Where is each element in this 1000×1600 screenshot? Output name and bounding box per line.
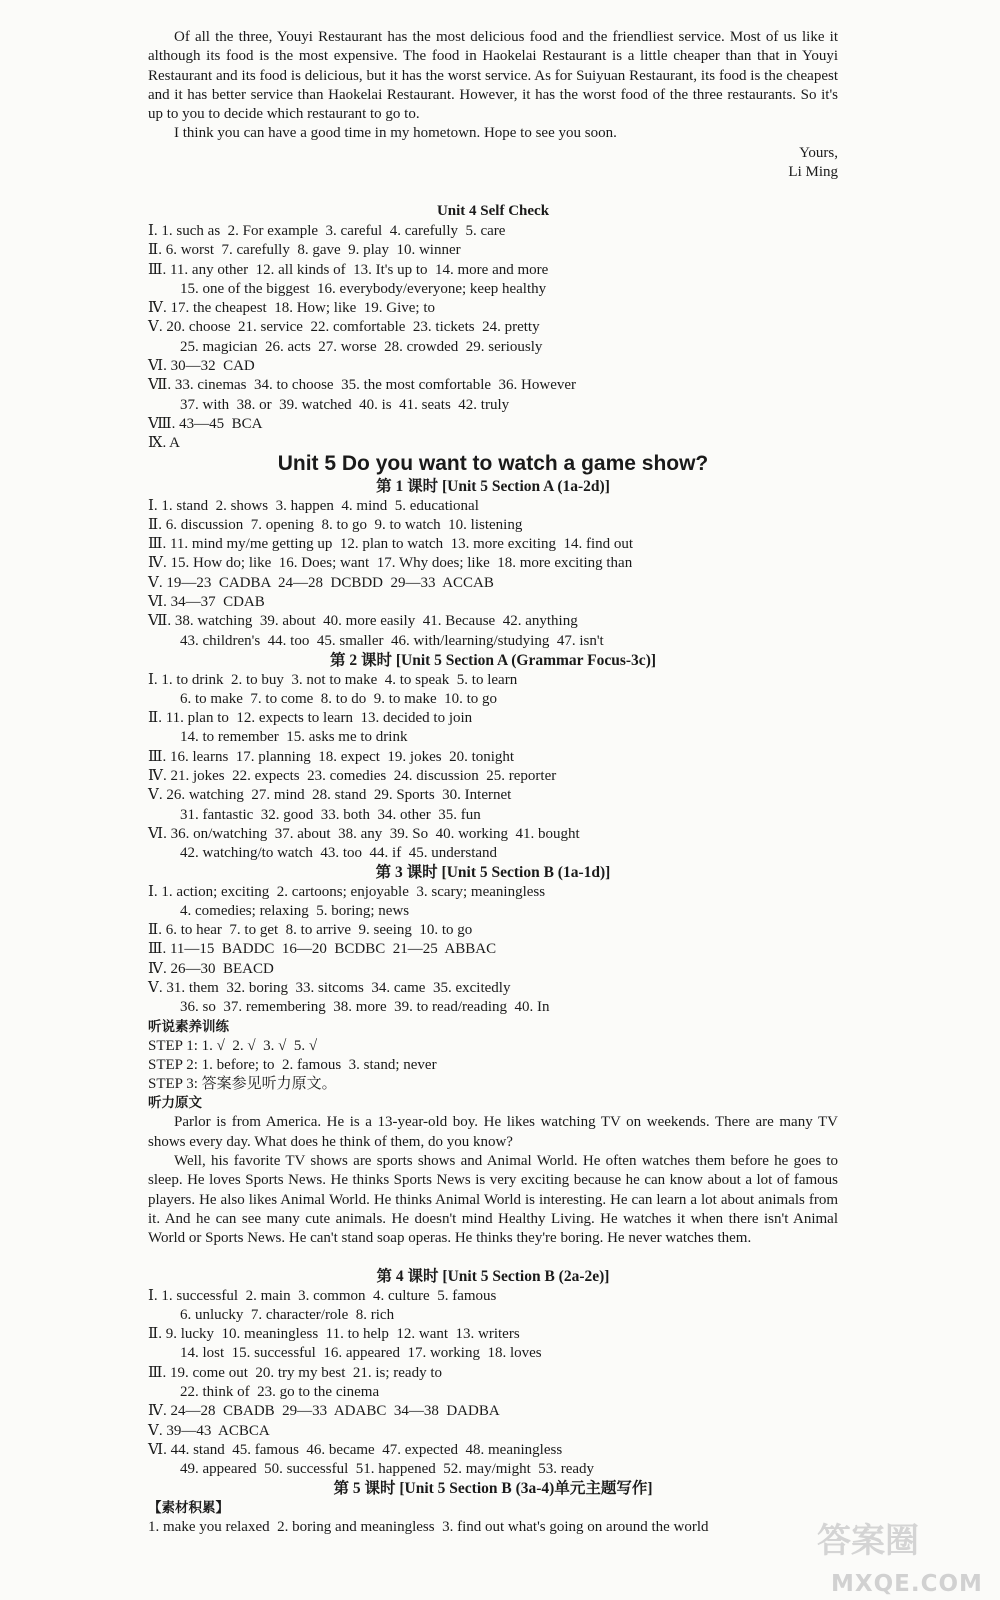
answer-line: Ⅳ. 15. How do; like 16. Does; want 17. Why does; like 18. more exciting than bbox=[148, 555, 633, 572]
lesson-4 bbox=[148, 1267, 838, 1479]
step-line: STEP 1: 1. √ 2. √ 3. √ 5. √ bbox=[148, 1037, 318, 1054]
lesson-title: 第 4 课时 [Unit 5 Section B (2a-2e)] bbox=[376, 1268, 610, 1285]
answer-line: 6. to make 7. to come 8. to do 9. to make 10. to go bbox=[180, 690, 498, 707]
lesson-title: 第 2 课时 [Unit 5 Section A (Grammar Focus-3c)] bbox=[329, 652, 657, 669]
listening-training-title: 听说素养训练 bbox=[148, 1018, 229, 1035]
lesson-title: 第 1 课时 [Unit 5 Section A (1a-2d)] bbox=[376, 478, 610, 495]
answer-line: Ⅱ. 6. to hear 7. to get 8. to arrive 9. seeing 10. to go bbox=[148, 922, 473, 939]
answer-line: 6. unlucky 7. character/role 8. rich bbox=[180, 1306, 395, 1323]
answer-line: 15. one of the biggest 16. everybody/everyone; keep healthy bbox=[180, 280, 547, 297]
answer-line: Ⅰ. 1. stand 2. shows 3. happen 4. mind 5. educational bbox=[148, 497, 479, 514]
step-line: STEP 2: 1. before; to 2. famous 3. stand; never bbox=[148, 1056, 437, 1073]
answer-line: Ⅲ. 11. any other 12. all kinds of 13. It's up to 14. more and more bbox=[148, 261, 549, 278]
answer-line: Ⅲ. 11. mind my/me getting up 12. plan to watch 13. more exciting 14. find out bbox=[148, 536, 634, 553]
answer-line: Ⅱ. 6. worst 7. carefully 8. gave 9. play 10. winner bbox=[148, 242, 461, 259]
answer-line: 22. think of 23. go to the cinema bbox=[180, 1383, 380, 1400]
answer-line: 4. comedies; relaxing 5. boring; news bbox=[180, 902, 410, 919]
answer-line: Ⅳ. 26—30 BEACD bbox=[148, 960, 274, 977]
lesson-1 bbox=[148, 477, 838, 651]
answer-line: Ⅷ. 43—45 BCA bbox=[148, 415, 263, 432]
answer-line: Ⅴ. 20. choose 21. service 22. comfortable 23. tickets 24. pretty bbox=[148, 319, 540, 336]
answer-line: Ⅶ. 33. cinemas 34. to choose 35. the most comfortable 36. However bbox=[148, 377, 577, 394]
letter-section bbox=[148, 28, 838, 182]
answer-line: Ⅱ. 6. discussion 7. opening 8. to go 9. to watch 10. listening bbox=[148, 516, 523, 533]
answer-line: Ⅰ. 1. such as 2. For example 3. careful 4. carefully 5. care bbox=[148, 223, 506, 239]
answer-line: 14. lost 15. successful 16. appeared 17. working 18. loves bbox=[180, 1345, 542, 1362]
answer-line: 36. so 37. remembering 38. more 39. to read/reading 40. In bbox=[180, 999, 550, 1016]
answer-line: Ⅱ. 9. lucky 10. meaningless 11. to help 12. want 13. writers bbox=[148, 1326, 520, 1343]
answer-line: Ⅵ. 34—37 CDAB bbox=[148, 593, 265, 610]
answer-line: Ⅰ. 1. successful 2. main 3. common 4. culture 5. famous bbox=[148, 1287, 497, 1304]
answer-line: Ⅰ. 1. action; exciting 2. cartoons; enjoyable 3. scary; meaningless bbox=[148, 883, 546, 900]
answer-line: Ⅴ. 31. them 32. boring 33. sitcoms 34. came 35. excitedly bbox=[148, 979, 511, 996]
answer-line: 43. children's 44. too 45. smaller 46. with/learning/studying 47. isn't bbox=[180, 632, 604, 649]
answer-line: Ⅰ. 1. to drink 2. to buy 3. not to make 4. to speak 5. to learn bbox=[148, 671, 518, 688]
answer-line: Ⅳ. 17. the cheapest 18. How; like 19. Give; to bbox=[148, 300, 436, 317]
lesson-2 bbox=[148, 651, 838, 863]
unit4-self-check bbox=[148, 202, 838, 454]
answer-line: 14. to remember 15. asks me to drink bbox=[180, 729, 408, 746]
letter-paragraph: Of all the three, Youyi Restaurant has the most delicious food and the friendliest service. Most of us like it although its food is the most expensive. The food in Haokelai Restaurant is a little cheaper than that in Youyi Restaurant and its food is delicious, but it has the worst service. As for Suiyuan Restaurant, its food is the cheapest and it has better service than Haokelai Restaurant. However, it has the worst food of the three restaurants. So it's up to you to decide which restaurant to go to. bbox=[148, 29, 838, 123]
answer-line: Ⅱ. 11. plan to 12. expects to learn 13. decided to join bbox=[148, 710, 473, 727]
material-title: 【素材积累】 bbox=[148, 1499, 229, 1516]
letter-paragraph: I think you can have a good time in my hometown. Hope to see you soon. bbox=[174, 125, 617, 142]
unit-title: Unit 5 Do you want to watch a game show? bbox=[277, 452, 709, 475]
answer-line: Ⅵ. 30—32 CAD bbox=[148, 358, 255, 375]
answer-line: 31. fantastic 32. good 33. both 34. other 35. fun bbox=[180, 806, 481, 823]
script-paragraph: Parlor is from America. He is a 13-year-old boy. He likes watching TV on weekends. There are many TV shows every day. What does he think of them, do you know? bbox=[148, 1114, 838, 1150]
answer-line: Ⅶ. 38. watching 39. about 40. more easily 41. Because 42. anything bbox=[148, 613, 578, 630]
letter-signature: Li Ming bbox=[788, 164, 838, 181]
lesson-title: 第 3 课时 [Unit 5 Section B (1a-1d)] bbox=[375, 864, 611, 881]
watermark-site: MXQE.COM bbox=[831, 1570, 983, 1597]
answer-line: 1. make you relaxed 2. boring and meaningless 3. find out what's going on around the world bbox=[148, 1518, 709, 1535]
answer-line: 42. watching/to watch 43. too 44. if 45. understand bbox=[180, 845, 498, 862]
answer-line: Ⅲ. 16. learns 17. planning 18. expect 19. jokes 20. tonight bbox=[148, 748, 515, 765]
lesson-title: 第 5 课时 [Unit 5 Section B (3a-4)单元主题写作] bbox=[333, 1480, 653, 1497]
lesson-5 bbox=[148, 1479, 838, 1537]
answer-line: 49. appeared 50. successful 51. happened 52. may/might 53. ready bbox=[180, 1461, 595, 1478]
section-title: Unit 4 Self Check bbox=[436, 203, 550, 219]
answer-line: Ⅴ. 39—43 ACBCA bbox=[148, 1422, 270, 1439]
lesson-3 bbox=[148, 863, 838, 1249]
letter-closing: Yours, bbox=[799, 144, 838, 161]
answer-line: Ⅸ. A bbox=[148, 435, 180, 452]
answer-line: 25. magician 26. acts 27. worse 28. crowded 29. seriously bbox=[180, 338, 543, 355]
answer-line: Ⅳ. 21. jokes 22. expects 23. comedies 24. discussion 25. reporter bbox=[148, 767, 557, 784]
step-line: STEP 3: 答案参见听力原文。 bbox=[148, 1076, 337, 1093]
answer-line: Ⅲ. 11—15 BADDC 16—20 BCDBC 21—25 ABBAC bbox=[148, 941, 497, 958]
answer-line: Ⅲ. 19. come out 20. try my best 21. is; ready to bbox=[148, 1364, 443, 1381]
answer-line: Ⅴ. 26. watching 27. mind 28. stand 29. Sports 30. Internet bbox=[148, 787, 512, 804]
answer-line: Ⅵ. 36. on/watching 37. about 38. any 39. So 40. working 41. bought bbox=[148, 825, 580, 842]
answer-line: Ⅴ. 19—23 CADBA 24—28 DCBDD 29—33 ACCAB bbox=[148, 574, 494, 591]
answer-line: Ⅵ. 44. stand 45. famous 46. became 47. expected 48. meaningless bbox=[148, 1441, 563, 1458]
watermark-logo: 答案圈 bbox=[817, 1521, 919, 1561]
answer-line: Ⅳ. 24—28 CBADB 29—33 ADABC 34—38 DADBA bbox=[148, 1403, 500, 1420]
unit5-header bbox=[148, 451, 838, 477]
watermark bbox=[803, 1521, 983, 1597]
answer-line: 37. with 38. or 39. watched 40. is 41. seats 42. truly bbox=[180, 396, 510, 413]
listening-script-title: 听力原文 bbox=[148, 1095, 202, 1112]
script-paragraph: Well, his favorite TV shows are sports shows and Animal World. He often watches them before he goes to sleep. He loves Sports News. He thinks Sports News is very exciting because he can know about a lot of famous players. He also likes Animal World. He thinks Animal World is interesting. He can learn a lot about animals from it. And he can see many cute animals. He doesn't mind Healthy Living. He watches it when there isn't Animal World or Sports News. He can't stand soap operas. He thinks they're boring. He never watches them. bbox=[148, 1153, 838, 1247]
